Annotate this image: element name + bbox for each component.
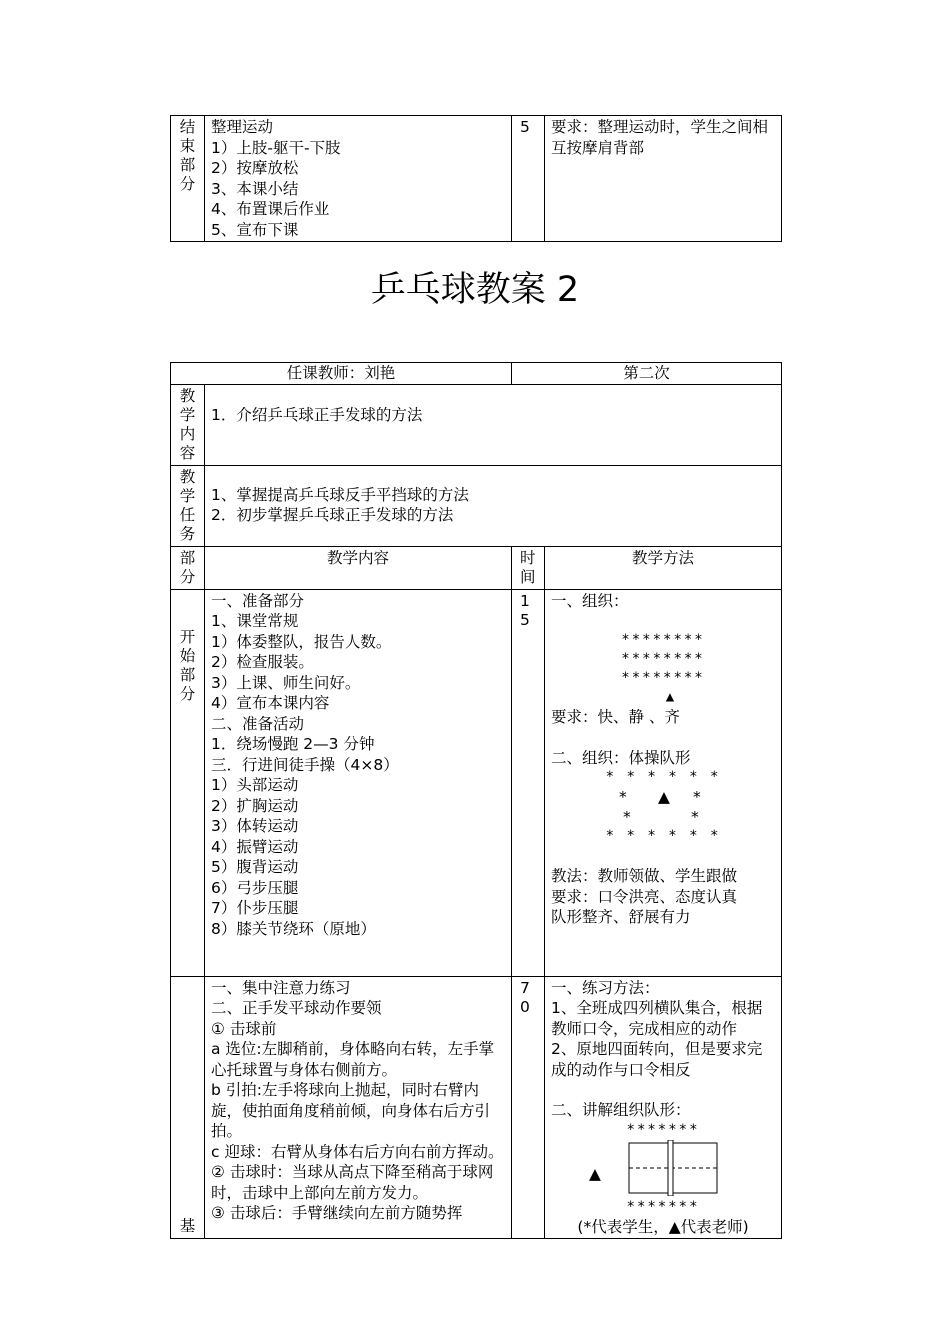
session-cell: 第二次	[512, 363, 782, 385]
court-diagram	[551, 1140, 775, 1198]
teaching-content-label: 教 学 内 容	[171, 384, 205, 465]
closing-section-label: 结 束 部 分	[171, 116, 205, 242]
student-row-top: *******	[626, 1121, 700, 1138]
start-section-label: 开 始 部 分	[171, 589, 205, 976]
header-part: 部 分	[171, 546, 205, 589]
teacher-triangle-icon: ▲	[589, 1164, 601, 1183]
header-method: 教学方法	[545, 546, 782, 589]
formation-row: ********	[621, 651, 705, 667]
basic-method: 一、练习方法： 1、全班成四列横队集合，根据教师口令，完成相应的动作 2、原地四面转向，但是要求完成的动作与口令相反 二、讲解组织队形： ******* ▲ ******* (*代表学生，▲代表老师)	[545, 976, 782, 1239]
teaching-task-label: 教 学 任 务	[171, 465, 205, 546]
teacher-triangle-icon: ▲	[658, 788, 670, 806]
basic-content: 一、集中注意力练习 二、正手发平球动作要领 ① 击球前 a 选位:左脚稍前，身体略向右转，左手掌心托球置与身体右侧前方。 b 引拍:左手将球向上抛起，同时右臂内旋，使拍面角度稍前倾，向身体右后方引拍。 c 迎球：右臂从身体右后方向右前方挥动。 ② 击球时：当球从高点下降至稍高于球网时，击球中上部向左前方发力。 ③ 击球后：手臂继续向左前方随势挥	[205, 976, 512, 1239]
closing-time: 5	[512, 116, 545, 242]
lesson-plan-table	[170, 362, 782, 1239]
teacher-cell: 任课教师：刘艳	[171, 363, 512, 385]
basic-section-label: 基	[171, 976, 205, 1239]
teaching-content: 1．介绍乒乓球正手发球的方法	[205, 384, 782, 465]
formation-row: * *	[623, 808, 699, 826]
closing-method: 要求：整理运动时，学生之间相互按摩肩背部	[545, 116, 782, 242]
header-content: 教学内容	[205, 546, 512, 589]
formation-row: * * * * * *	[605, 828, 721, 844]
student-row-bottom: *******	[626, 1198, 700, 1215]
document-title: 乒乓球教案 2	[370, 270, 580, 310]
formation-row: * * * * * *	[605, 769, 721, 785]
closing-content: 整理运动 1）上肢-躯干-下肢 2）按摩放松 3、本课小结 4、布置课后作业 5、宣布下课	[205, 116, 512, 242]
start-time: 1 5	[512, 589, 545, 976]
formation-row: * ▲ *	[619, 788, 701, 806]
start-content: 一、准备部分 1、课堂常规 1）体委整队，报告人数。 2）检查服装。 3）上课、师生问好。 4）宣布本课内容 二、准备活动 1．绕场慢跑 2—3 分钟 三．行进间徒手操（4×8） 1）头部运动 2）扩胸运动 3）体转运动 4）振臂运动 5）腹背运动 6）弓步压腿 7）仆步压腿 8）膝关节绕环（原地）	[205, 589, 512, 976]
header-time: 时 间	[512, 546, 545, 589]
formation-row: ********	[621, 632, 705, 648]
legend: (*代表学生，▲代表老师)	[577, 1217, 749, 1236]
teaching-tasks: 1、掌握提高乒乓球反手平挡球的方法 2．初步掌握乒乓球正手发球的方法	[205, 465, 782, 546]
formation-row: ********	[621, 670, 705, 686]
start-method: 一、组织： ******** ******** ******** ▲ 要求：快、静 、齐 二、组织：体操队形 * * * * * * * ▲ * * * * * * * * * 教法：教师领做、学生跟做 要求：口令洪亮、态度认真 队形整齐、舒展有力	[545, 589, 782, 976]
basic-time: 7 0	[512, 976, 545, 1239]
teacher-triangle-icon: ▲	[665, 689, 677, 705]
closing-section-table	[170, 115, 782, 242]
ping-pong-table-icon	[621, 1140, 781, 1196]
